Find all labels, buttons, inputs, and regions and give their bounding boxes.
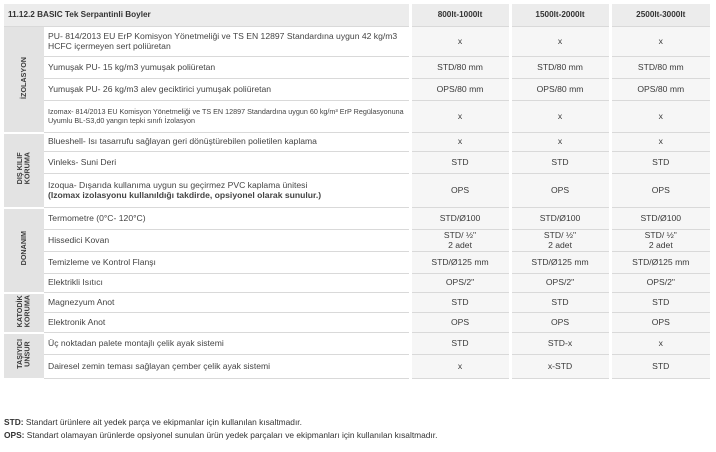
- value-cell: STD: [610, 293, 710, 313]
- value-cell: STD/Ø125 mm: [510, 252, 610, 274]
- table-row: [4, 333, 710, 355]
- value-cell: x: [610, 101, 710, 133]
- column-header: 800lt-1000lt: [410, 4, 510, 27]
- row-label-text: Termometre (0°C- 120°C): [48, 212, 146, 223]
- row-label-text: Elektronik Anot: [48, 316, 106, 327]
- row-label: [44, 27, 410, 57]
- value-cell: OPS: [510, 174, 610, 208]
- category-label: [4, 208, 44, 293]
- value-cell: STD: [410, 293, 510, 313]
- category-text: TAŞIYICI UNSUR: [15, 339, 32, 369]
- value-cell: STD/80 mm: [410, 57, 510, 79]
- value-cell: x: [610, 133, 710, 152]
- row-label-text: Yumuşak PU- 26 kg/m3 alev geciktirici yumuşak poliüretan: [48, 83, 272, 94]
- table-row: [4, 313, 710, 333]
- value-cell: x: [610, 27, 710, 57]
- row-label: [44, 208, 410, 230]
- value-cell: OPS: [510, 313, 610, 333]
- row-label: [44, 174, 410, 208]
- value-cell: OPS: [410, 174, 510, 208]
- table-row: [4, 57, 710, 79]
- footnote-std: [4, 416, 437, 429]
- table-row: [4, 101, 710, 133]
- table-row: [4, 79, 710, 101]
- footnote-text: Standart ürünlere ait yedek parça ve ekipmanlar için kullanılan kısaltmadır.: [23, 417, 302, 427]
- value-cell: STD: [510, 152, 610, 174]
- value-cell: STD/ ½" 2 adet: [410, 230, 510, 252]
- footnote-ops: [4, 429, 437, 442]
- value-cell: STD/Ø125 mm: [410, 252, 510, 274]
- value-cell: STD/Ø125 mm: [610, 252, 710, 274]
- row-label-note: (Izomax izolasyonu kullanıldığı takdirde, opsiyonel olarak sunulur.): [48, 189, 322, 200]
- value-cell: OPS/80 mm: [410, 79, 510, 101]
- table-title: 11.12.2 BASIC Tek Serpantinli Boyler: [4, 4, 410, 27]
- value-cell: OPS/2": [610, 274, 710, 293]
- value-cell: STD/ ½" 2 adet: [510, 230, 610, 252]
- row-label-text: Üç noktadan palete montajlı çelik ayak sistemi: [48, 337, 224, 348]
- column-header: 1500lt-2000lt: [510, 4, 610, 27]
- value-cell: x: [410, 355, 510, 379]
- value-cell: OPS/80 mm: [510, 79, 610, 101]
- value-cell: STD: [410, 333, 510, 355]
- table-row: [4, 252, 710, 274]
- row-label: [44, 355, 410, 379]
- row-label: [44, 274, 410, 293]
- table-row: [4, 274, 710, 293]
- category-label: [4, 133, 44, 208]
- table-row: [4, 174, 710, 208]
- row-label: [44, 293, 410, 313]
- value-cell: STD: [610, 355, 710, 379]
- table-row: [4, 208, 710, 230]
- value-cell: x: [610, 333, 710, 355]
- value-cell: STD/Ø100: [410, 208, 510, 230]
- category-text: DONANIM: [19, 231, 29, 266]
- row-label: [44, 230, 410, 252]
- row-label: [44, 57, 410, 79]
- footnote-term: OPS:: [4, 430, 25, 440]
- footnote-text: Standart olamayan ürünlerde opsiyonel sunulan ürün yedek parçaları ve ekipmanları için kullanılan kısaltmadır.: [24, 430, 438, 440]
- table-row: [4, 293, 710, 313]
- table-header-row: [4, 4, 710, 27]
- table-row: [4, 230, 710, 252]
- value-cell: STD/ ½" 2 adet: [610, 230, 710, 252]
- row-label-text: Dairesel zemin teması sağlayan çember çelik ayak sistemi: [48, 360, 271, 371]
- row-label-text: Vinleks- Suni Deri: [48, 156, 117, 167]
- row-label-text: Izoqua- Dışarıda kullanıma uygun su geçirmez PVC kaplama ünitesi: [48, 179, 308, 190]
- row-label: [44, 313, 410, 333]
- category-text: DIŞ KILIF KORUMA: [15, 152, 32, 185]
- value-cell: STD: [410, 152, 510, 174]
- table-row: [4, 133, 710, 152]
- category-label: [4, 333, 44, 379]
- value-cell: x: [410, 101, 510, 133]
- value-cell: OPS: [410, 313, 510, 333]
- table-row: [4, 27, 710, 57]
- value-cell: STD/80 mm: [610, 57, 710, 79]
- value-cell: STD/80 mm: [510, 57, 610, 79]
- category-text: İZOLASYON: [19, 56, 29, 99]
- spec-table: [4, 4, 710, 380]
- spec-table-body: [4, 4, 710, 379]
- value-cell: STD/Ø100: [610, 208, 710, 230]
- row-label: [44, 333, 410, 355]
- row-label: [44, 252, 410, 274]
- row-label-text: Hissedici Kovan: [48, 234, 110, 245]
- value-cell: x: [510, 101, 610, 133]
- row-label: [44, 152, 410, 174]
- value-cell: x: [510, 133, 610, 152]
- value-cell: x: [510, 27, 610, 57]
- row-label-text: Temizleme ve Kontrol Flanşı: [48, 256, 156, 267]
- value-cell: STD: [610, 152, 710, 174]
- category-label: [4, 27, 44, 133]
- value-cell: x-STD: [510, 355, 610, 379]
- value-cell: x: [410, 133, 510, 152]
- row-label-text: Izomax- 814/2013 EU Komisyon Yönetmeliği ve TS EN 12897 Standardına uygun 60 kg/m³ ErP Regülasyonuna Uyumlu BL-S3,d0 yangın tepki sınıfı İzolasyon: [48, 107, 404, 125]
- value-cell: STD/Ø100: [510, 208, 610, 230]
- footnote-term: STD:: [4, 417, 24, 427]
- row-label-text: Elektrikli Isıtıcı: [48, 277, 103, 288]
- value-cell: OPS/2": [510, 274, 610, 293]
- category-label: [4, 293, 44, 333]
- row-label-text: PU- 814/2013 EU ErP Komisyon Yönetmeliği ve TS EN 12897 Standardına uygun 42 kg/m3 HCFC içermeyen sert poliüretan: [48, 30, 398, 51]
- row-label-text: Yumuşak PU- 15 kg/m3 yumuşak poliüretan: [48, 61, 216, 72]
- row-label: [44, 79, 410, 101]
- table-row: [4, 355, 710, 379]
- row-label-text: Magnezyum Anot: [48, 296, 115, 307]
- row-label: [44, 133, 410, 152]
- value-cell: OPS: [610, 174, 710, 208]
- value-cell: STD-x: [510, 333, 610, 355]
- footnotes: [4, 416, 437, 442]
- value-cell: OPS/2": [410, 274, 510, 293]
- table-row: [4, 152, 710, 174]
- row-label-text: Blueshell- Isı tasarrufu sağlayan geri dönüştürebilen polietilen kaplama: [48, 136, 317, 147]
- category-text: KATODİK KORUMA: [15, 294, 32, 328]
- value-cell: OPS/80 mm: [610, 79, 710, 101]
- value-cell: STD: [510, 293, 610, 313]
- value-cell: x: [410, 27, 510, 57]
- value-cell: OPS: [610, 313, 710, 333]
- column-header: 2500lt-3000lt: [610, 4, 710, 27]
- row-label: [44, 101, 410, 133]
